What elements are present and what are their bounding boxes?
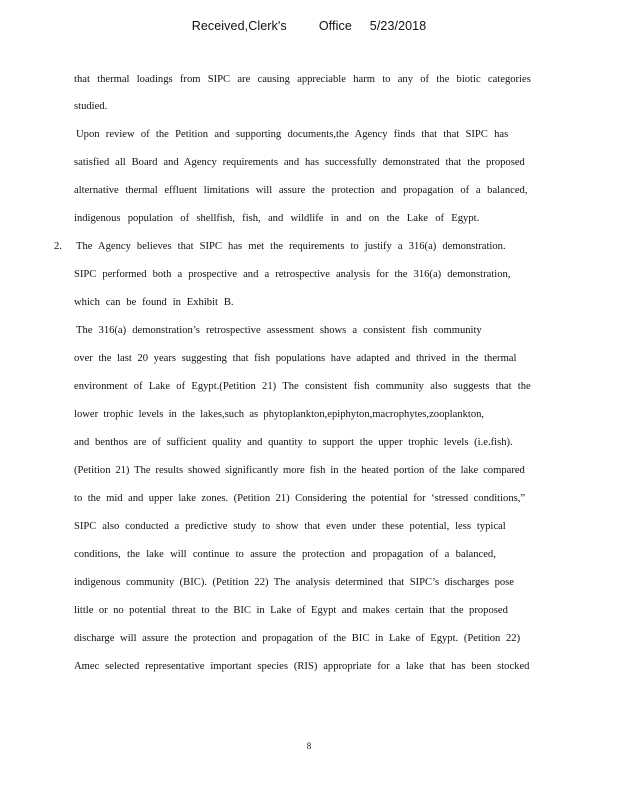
text-line: lower trophic levels in the lakes,such as phytoplankton,epiphyton,macrophytes,zooplankton, (74, 409, 485, 420)
text-line: studied. (74, 101, 108, 112)
text-line: alternative thermal effluent limitations will assure the protection and propagation of a balanced, (74, 185, 528, 196)
text-line: to the mid and upper lake zones. (Petition 21) Considering the potential for ‘stressed conditions,” (74, 493, 526, 504)
text-line: SIPC also conducted a predictive study to show that even under these potential, less typical (74, 521, 506, 532)
text-line: (Petition 21) The results showed significantly more fish in the heated portion of the lake compared (74, 465, 525, 476)
text-line: environment of Lake of Egypt.(Petition 21) The consistent fish community also suggests that the (74, 381, 531, 392)
text-line: and benthos are of sufficient quality and quantity to support the upper trophic levels (i.e.fish). (74, 437, 513, 448)
text-line: indigenous community (BIC). (Petition 22) The analysis determined that SIPC’s discharges pose (74, 577, 514, 588)
text-line: discharge will assure the protection and propagation of the BIC in Lake of Egypt. (Petition 22) (74, 633, 521, 644)
list-item-number: 2. (54, 241, 62, 252)
text-line: The 316(a) demonstration’s retrospective assessment shows a consistent fish community (76, 325, 482, 336)
text-line: which can be found in Exhibit B. (74, 297, 234, 308)
text-line: Amec selected representative important species (RIS) appropriate for a lake that has been stocked (74, 661, 530, 672)
text-line: Upon review of the Petition and supporting documents,the Agency finds that that SIPC has (76, 129, 509, 140)
office-stamp: Office (318, 19, 352, 33)
text-line: over the last 20 years suggesting that fish populations have adapted and thrived in the thermal (74, 353, 517, 364)
received-stamp: Received,Clerk's (191, 19, 287, 33)
text-line: that thermal loadings from SIPC are causing appreciable harm to any of the biotic categories (74, 74, 531, 85)
text-line: little or no potential threat to the BIC in Lake of Egypt and makes certain that the proposed (74, 605, 508, 616)
text-line: indigenous population of shellfish, fish, and wildlife in and on the Lake of Egypt. (74, 213, 480, 224)
text-line: SIPC performed both a prospective and a retrospective analysis for the 316(a) demonstration, (74, 269, 511, 280)
text-line: conditions, the lake will continue to assure the protection and propagation of a balanced, (74, 549, 496, 560)
text-line: The Agency believes that SIPC has met the requirements to justify a 316(a) demonstration. (76, 241, 506, 252)
page-header (0, 19, 618, 33)
text-line: satisfied all Board and Agency requirements and has successfully demonstrated that the proposed (74, 157, 525, 168)
received-date: 5/23/2018 (369, 19, 427, 33)
page-number: 8 (306, 741, 312, 751)
